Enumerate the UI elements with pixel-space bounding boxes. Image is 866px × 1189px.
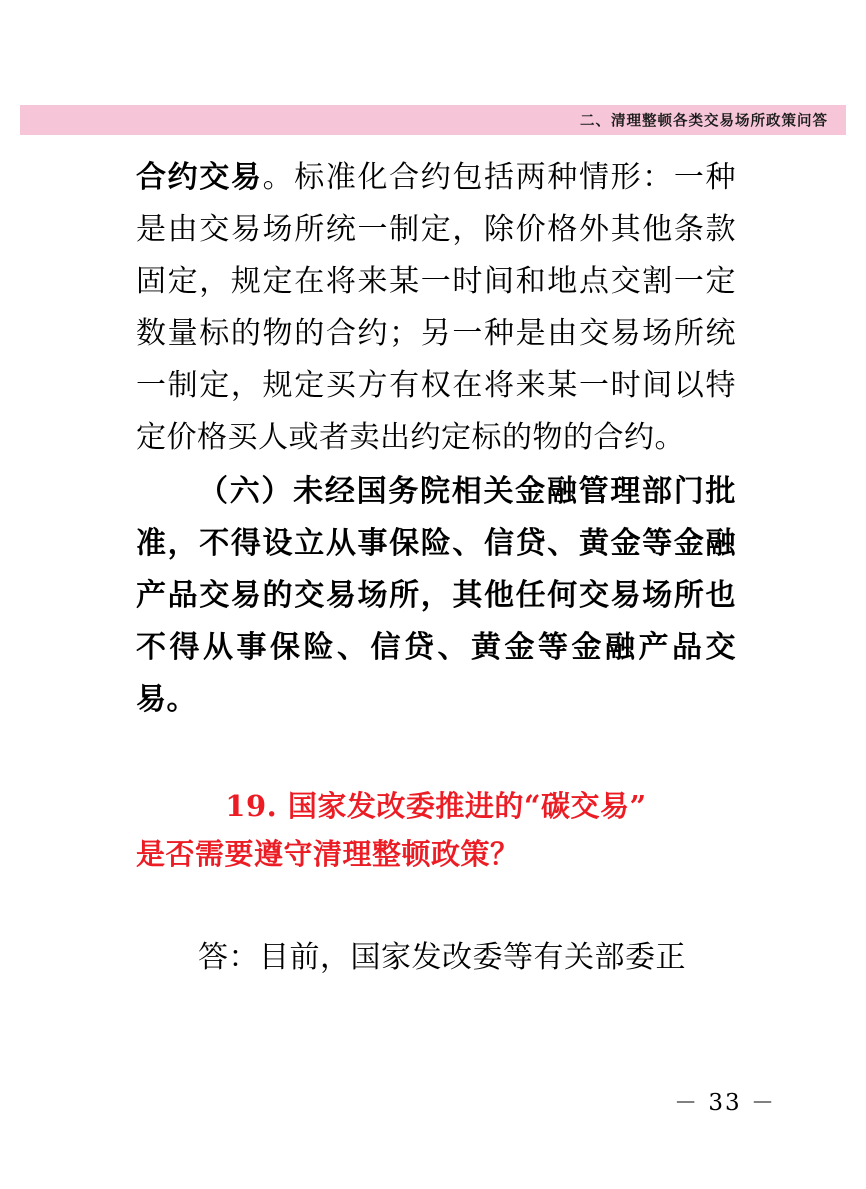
running-header-title: 二、清理整顿各类交易场所政策问答 (580, 113, 828, 130)
page-number: － 33 － (674, 1090, 776, 1116)
question-heading-line-1 (136, 782, 736, 830)
page-content (136, 152, 736, 984)
question-number: 19. (225, 789, 278, 823)
running-header-band (20, 105, 846, 135)
question-heading (136, 782, 736, 878)
paragraph-item-six: （六）未经国务院相关金融管理部门批准，不得设立从事保险、信贷、黄金等金融产品交易的交易场所，其他任何交易场所也不得从事保险、信贷、黄金等金融产品交易。 (136, 474, 736, 717)
paragraph-lead-rest: 。标准化合约包括两种情形：一种是由交易场所统一制定，除价格外其他条款固定，规定在将来某一时间和地点交割一定数量标的物的合约；另一种是由交易场所统一制定，规定买方有权在将来某一时间以特定价格买人或者卖出约定标的物的合约。 (136, 160, 737, 455)
question-text-line-1: 国家发改委推进的“碳交易” (287, 789, 647, 823)
question-text-line-2: 是否需要遵守清理整顿政策？ (136, 837, 520, 871)
paragraph-contract-definition (136, 152, 736, 464)
paragraph-answer: 答：目前，国家发改委等有关部委正 (198, 940, 686, 975)
paragraph-lead-term: 合约交易 (136, 160, 263, 195)
